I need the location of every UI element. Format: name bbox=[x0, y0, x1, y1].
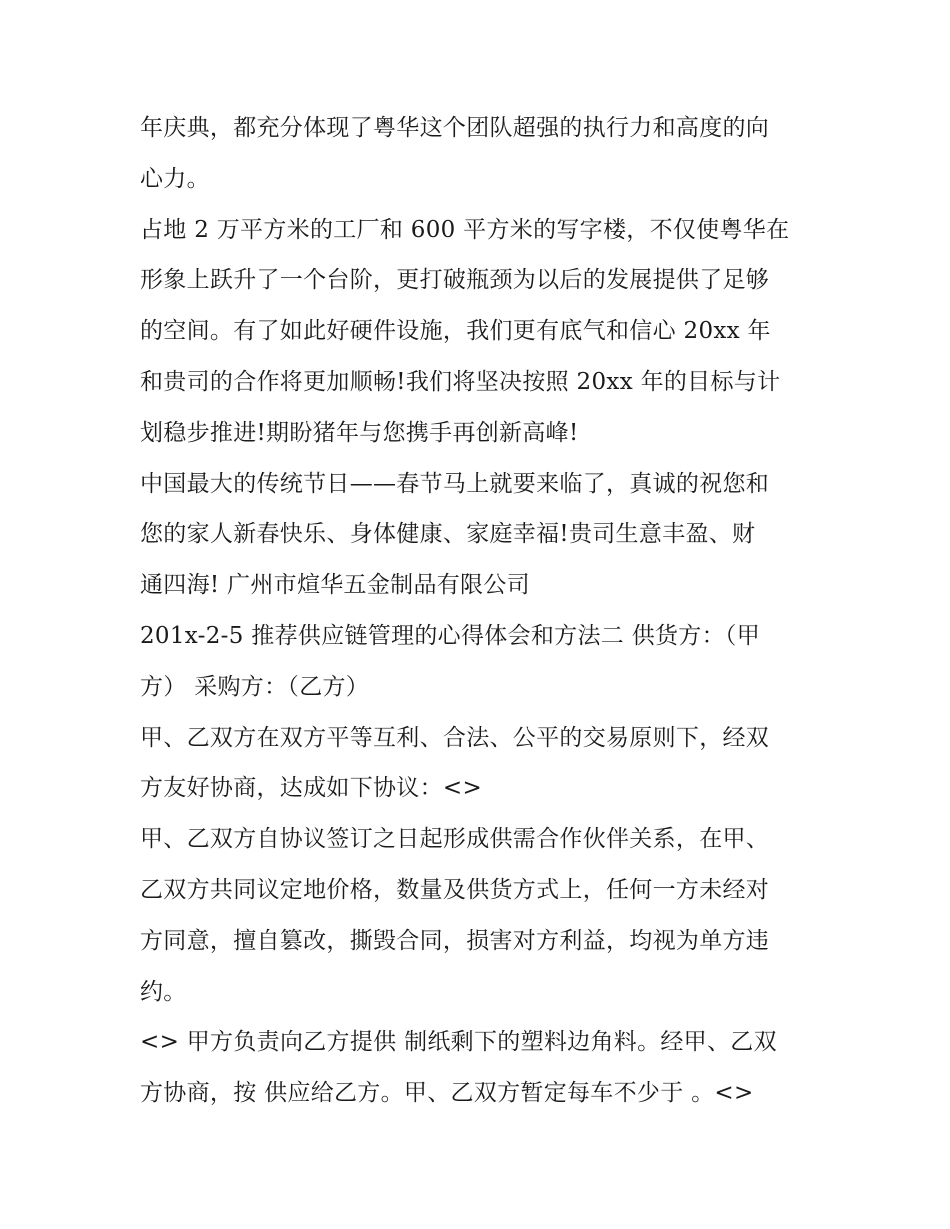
text-line: 方同意，擅自篡改，撕毁合同，损害对方利益，均视为单方违 bbox=[140, 927, 770, 954]
text-line: 乙双方共同议定地价格，数量及供货方式上，任何一方未经对 bbox=[140, 876, 770, 903]
text-line: 形象上跃升了一个台阶，更打破瓶颈为以后的发展提供了足够 bbox=[140, 267, 770, 294]
text-line: 的空间。有了如此好硬件设施，我们更有底气和信心 20xx 年 bbox=[140, 318, 771, 345]
text-line: 划稳步推进!期盼猪年与您携手再创新高峰! bbox=[140, 419, 579, 446]
document-body bbox=[140, 103, 820, 1119]
text-line: 您的家人新春快乐、身体健康、家庭幸福!贵司生意丰盈、财 bbox=[140, 521, 756, 548]
text-line: 中国最大的传统节日——春节马上就要来临了，真诚的祝您和 bbox=[140, 470, 770, 497]
text-line: 方协商，按 供应给乙方。甲、乙双方暂定每车不少于 。<> bbox=[140, 1080, 754, 1107]
text-line: 甲、乙双方自协议签订之日起形成供需合作伙伴关系，在甲、 bbox=[140, 826, 770, 853]
text-line: 甲、乙双方在双方平等互利、合法、公平的交易原则下，经双 bbox=[140, 724, 770, 751]
text-line: 方友好协商，达成如下协议：<> bbox=[140, 775, 483, 802]
text-line: <> 甲方负责向乙方提供 制纸剩下的塑料边角料。经甲、乙双 bbox=[140, 1029, 777, 1056]
text-line: 占地 2 万平方米的工厂和 600 平方米的写字楼，不仅使粤华在 bbox=[140, 216, 790, 243]
text-line: 约。 bbox=[140, 978, 187, 1005]
text-line: 通四海! 广州市煊华五金制品有限公司 bbox=[140, 572, 530, 599]
text-line: 方） 采购方：（乙方） bbox=[140, 673, 370, 700]
text-line: 201x-2-5 推荐供应链管理的心得体会和方法二 供货方：（甲 bbox=[140, 622, 760, 649]
text-line: 心力。 bbox=[140, 165, 210, 192]
text-line: 和贵司的合作将更加顺畅!我们将坚决按照 20xx 年的目标与计 bbox=[140, 368, 781, 395]
text-line: 年庆典，都充分体现了粤华这个团队超强的执行力和高度的向 bbox=[140, 115, 770, 141]
